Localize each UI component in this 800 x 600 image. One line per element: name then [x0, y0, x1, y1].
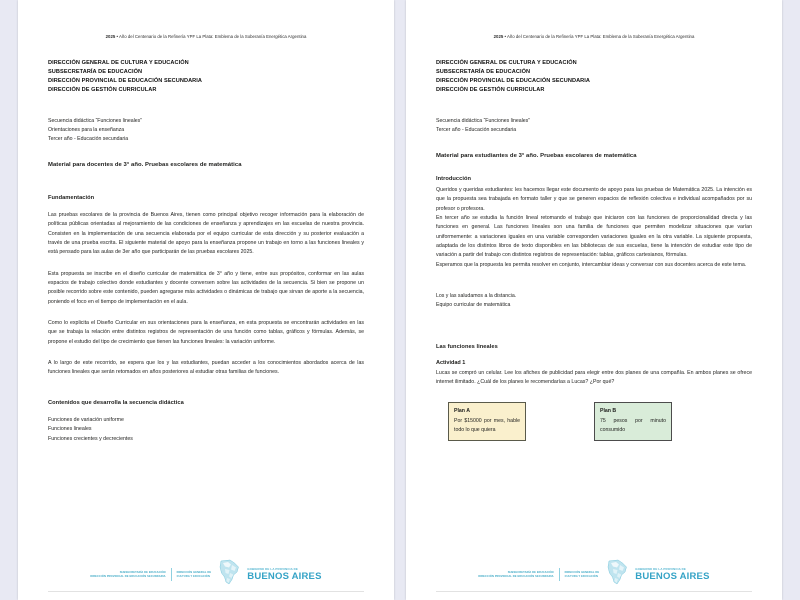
list-item: Funciones lineales	[48, 426, 92, 433]
gov-label-small: GOBIERNO DE LA PROVINCIA DE	[635, 566, 686, 571]
plan-a-name: Plan A	[454, 407, 470, 414]
buenos-aires-map-icon	[606, 559, 628, 590]
org-line-3: DIRECCIÓN PROVINCIAL DE EDUCACIÓN SECUNDARIA	[48, 78, 203, 85]
closing-block	[436, 292, 752, 310]
spacer	[48, 390, 364, 400]
page-title-right: Material para estudiantes de 3° año. Pruebas escolares de matemática	[436, 153, 637, 160]
page-left-content	[48, 34, 364, 548]
plan-a-text: Por $15000 por mes, hable todo lo que quiera	[454, 417, 520, 433]
footer-divider	[559, 568, 560, 581]
gov-label-big: BUENOS AIRES	[247, 570, 322, 582]
spacer	[436, 282, 752, 292]
plan-b-box	[594, 402, 672, 441]
footer-label-line-1: SUBSECRETARÍA DE EDUCACIÓN	[119, 570, 166, 574]
section-heading-contenidos: Contenidos que desarrolla la secuencia didáctica	[48, 399, 184, 406]
plan-a-box	[448, 402, 526, 441]
header-year: 2025	[105, 34, 116, 39]
section-heading-funciones-lineales: Las funciones lineales	[436, 344, 498, 351]
section-heading-introduccion: Introducción	[436, 176, 472, 183]
government-wordmark	[635, 568, 709, 581]
plan-b-name: Plan B	[600, 407, 617, 414]
org-line-4: DIRECCIÓN DE GESTIÓN CURRICULAR	[436, 87, 545, 94]
spacer	[436, 328, 752, 344]
meta-year-level: Tercer año - Educación secundaria	[436, 127, 517, 134]
footer-label-direccion-general	[177, 571, 212, 579]
page-footer-right	[436, 548, 752, 600]
meta-sequence-title: Secuencia didáctica “Funciones lineales”	[436, 118, 531, 125]
footer-label-subsecretaria	[478, 571, 553, 579]
page-header-line	[48, 34, 364, 39]
paragraph-introduccion-1: Queridos y queridas estudiantes: les hacemos llegar este documento de apoyo para las pruebas de Matemática 2025. La intención es que la propuesta sea trabajada en formato taller y que se generen espacios de reflexión colectiva e individual acompañados por su profesor o profesora.	[436, 187, 752, 212]
sequence-meta-left	[48, 117, 364, 144]
org-line-1: DIRECCIÓN GENERAL DE CULTURA Y EDUCACIÓN	[436, 60, 577, 66]
closing-line-2: Equipo curricular de matemática	[436, 302, 511, 309]
header-text: • Año del Centenario de la Refinería YPF La Plata: Emblema de la Soberanía Energética Argentina	[115, 34, 307, 39]
list-item: Funciones de variación uniforme	[48, 416, 124, 423]
footer-label-line-2: DIRECCIÓN PROVINCIAL DE EDUCACIÓN SECUNDARIA	[478, 574, 554, 578]
org-line-3: DIRECCIÓN PROVINCIAL DE EDUCACIÓN SECUNDARIA	[436, 78, 591, 85]
footer-label-line-2: DIRECCIÓN PROVINCIAL DE EDUCACIÓN SECUNDARIA	[90, 574, 166, 578]
list-item: Funciones crecientes y decrecientes	[48, 435, 133, 442]
footer-logo-group	[478, 559, 709, 590]
footer-label-subsecretaria	[90, 571, 165, 579]
meta-sequence-title: Secuencia didáctica “Funciones lineales”	[48, 118, 143, 125]
document-page-right	[406, 0, 782, 600]
footer-label-line-3: DIRECCIÓN GENERAL DE	[564, 570, 600, 574]
organization-block	[436, 59, 752, 95]
footer-rule	[48, 591, 364, 592]
org-line-2: SUBSECRETARÍA DE EDUCACIÓN	[48, 69, 143, 76]
plan-boxes	[436, 402, 752, 462]
activity-statement: Lucas se compró un celular. Lee los afiches de publicidad para elegir entre dos planes de una compañía. En ambos planes se ofrece internet ilimitado. ¿Cuál de los planes le recomendarías a Lucas? ¿Por qué?	[436, 370, 752, 386]
closing-line-1: Los y las saludamos a la distancia.	[436, 293, 517, 300]
organization-block	[48, 59, 364, 95]
paragraph-fundamentacion-3: Como lo explicita el Diseño Curricular en sus orientaciones para la enseñanza, en esta propuesta se encontrarán actividades en las que se trabaja la relación entre distintos registros de representación de una función como tablas, gráficos y fórmulas. Además, se propone el estudio del tipo de crecimiento que tienen las funciones lineales: la variación uniforme.	[48, 320, 364, 345]
footer-label-line-4: CULTURA Y EDUCACIÓN	[176, 574, 210, 578]
paragraph-fundamentacion-4: A lo largo de este recorrido, se espera que los y las estudiantes, puedan acceder a los conocimientos abordados acerca de las funciones lineales que serán retomados en años posteriores al estudiar otras familias de funciones.	[48, 360, 364, 376]
paragraph-fundamentacion-1: Las pruebas escolares de la provincia de Buenos Aires, tienen como principal objetivo recoger información para la elaboración de políticas públicas orientadas al mejoramiento de las condiciones de enseñanza y aprendizajes en las escuelas de nuestra provincia. Consisten en la implementación de una secuencia elaborada por el equipo curricular de esta dirección y su posterior evaluación a través de una prueba escrita. El siguiente material de apoyo para la enseñanza propone un trabajo en torno a las funciones lineales y está pensado para las aulas de 3er año que participarán de las pruebas escolares 2025.	[48, 212, 364, 256]
page-title-left: Material para docentes de 3° año. Pruebas escolares de matemática	[48, 162, 242, 168]
footer-logo-group	[90, 559, 321, 590]
header-year: 2025	[493, 34, 504, 39]
footer-label-line-1: SUBSECRETARÍA DE EDUCACIÓN	[507, 570, 554, 574]
page-header-line	[436, 34, 752, 39]
buenos-aires-map-icon	[218, 559, 240, 590]
org-line-2: SUBSECRETARÍA DE EDUCACIÓN	[436, 69, 531, 76]
meta-orientation: Orientaciones para la enseñanza	[48, 127, 125, 134]
meta-year-level: Tercer año - Educación secundaria	[48, 136, 129, 143]
spacer	[48, 185, 364, 195]
footer-label-line-3: DIRECCIÓN GENERAL DE	[176, 570, 212, 574]
header-text: • Año del Centenario de la Refinería YPF La Plata: Emblema de la Soberanía Energética Argentina	[503, 34, 695, 39]
footer-label-line-4: CULTURA Y EDUCACIÓN	[564, 574, 598, 578]
gov-label-small: GOBIERNO DE LA PROVINCIA DE	[247, 566, 298, 571]
org-line-4: DIRECCIÓN DE GESTIÓN CURRICULAR	[48, 87, 157, 94]
paragraph-introduccion-3: Esperamos que la propuesta les permita resolver en conjunto, intercambiar ideas y conversar con sus docentes acerca de este tema.	[436, 261, 747, 268]
page-right-content	[436, 34, 752, 548]
footer-divider	[171, 568, 172, 581]
gov-label-big: BUENOS AIRES	[635, 570, 710, 582]
document-page-left	[18, 0, 394, 600]
paragraph-fundamentacion-2: Esta propuesta se inscribe en el diseño curricular de matemática de 3° año y tiene, entre sus propósitos, conformar en las aulas espacios de trabajo colectivo donde estudiantes y docente conversen sobre las actividades de la secuencia. Si bien se propone un posible recorrido sobre este contenido, pueden agregarse más actividades o dinámicas de trabajo que sirvan de aporte a la secuencia, poniendo el foco en el tiempo de implementación en el aula.	[48, 270, 364, 305]
government-wordmark	[247, 568, 321, 581]
activity-heading: Actividad 1	[436, 360, 466, 367]
page-footer-left	[48, 548, 364, 600]
org-line-1: DIRECCIÓN GENERAL DE CULTURA Y EDUCACIÓN	[48, 60, 189, 66]
section-heading-fundamentacion: Fundamentación	[48, 195, 95, 201]
sequence-meta-right	[436, 117, 752, 135]
paragraph-introduccion-2: En tercer año se estudia la función lineal retomando el trabajo que iniciaron con las funciones de proporcionalidad directa y las funciones en general. Las funciones lineales son una familia de funciones que permiten modelizar situaciones que varían uniformemente: a variaciones iguales en una variable corresponden variaciones iguales en la otra variable. La siguiente propuesta, adaptada de los distintos libros de texto disponibles en las bibliotecas de sus escuelas, tiene la intención de estudiar este tipo de variación a partir del trabajo con distintos registros de representación: tablas, gráficos cartesianos, fórmulas.	[436, 215, 752, 259]
footer-label-direccion-general	[565, 571, 600, 579]
plan-b-text: 75 pesos por minuto consumido	[600, 417, 666, 433]
footer-rule	[436, 591, 752, 592]
contents-list	[48, 416, 364, 444]
